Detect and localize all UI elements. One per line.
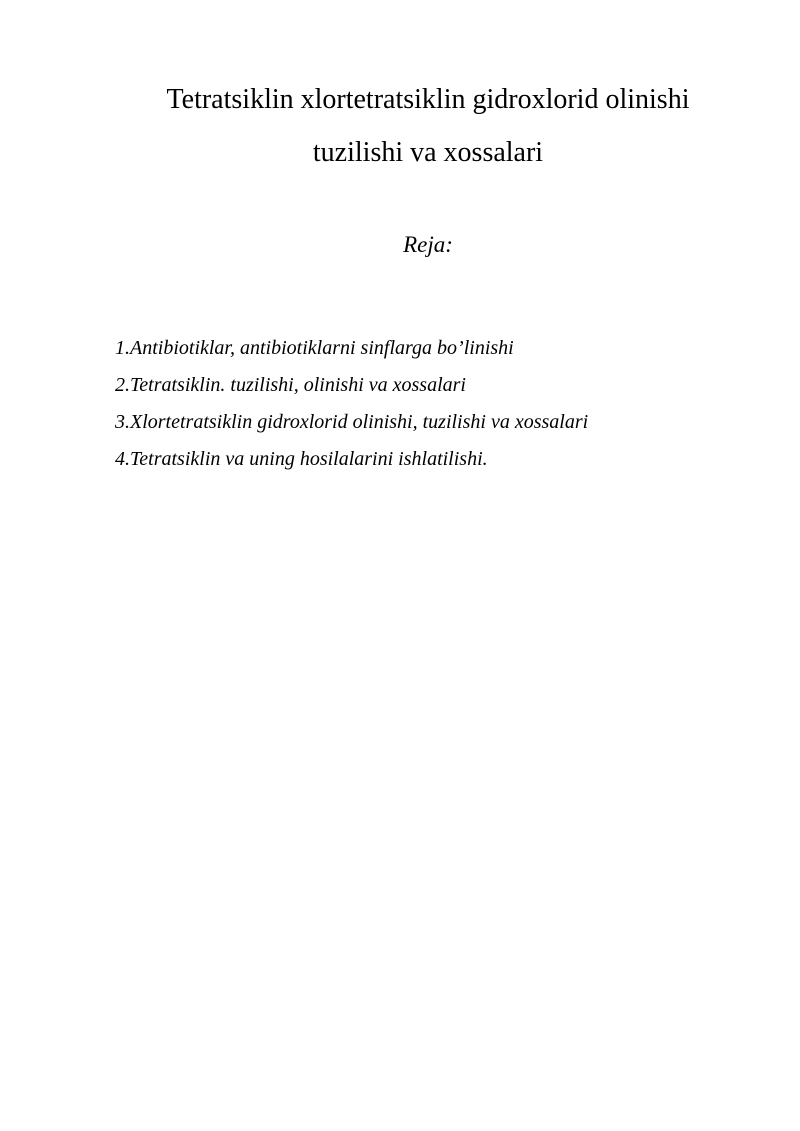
title-line-2: tuzilishi va xossalari: [312, 137, 544, 168]
plan-item-2: 2.Tetratsiklin. tuzilishi, olinishi va xossalari: [115, 374, 466, 396]
plan-list: [115, 330, 588, 478]
plan-item-1: 1.Antibiotiklar, antibiotiklarni sinflarga bo’linishi: [115, 337, 514, 359]
plan-item-4: 4.Tetratsiklin va uning hosilalarini ishlatilishi.: [115, 448, 488, 470]
document-title: [100, 73, 756, 179]
plan-heading: Reja:: [403, 232, 453, 257]
plan-item-3: 3.Xlortetratsiklin gidroxlorid olinishi, tuzilishi va xossalari: [115, 411, 589, 433]
title-line-1: Tetratsiklin xlortetratsiklin gidroxlorid olinishi: [166, 84, 690, 115]
